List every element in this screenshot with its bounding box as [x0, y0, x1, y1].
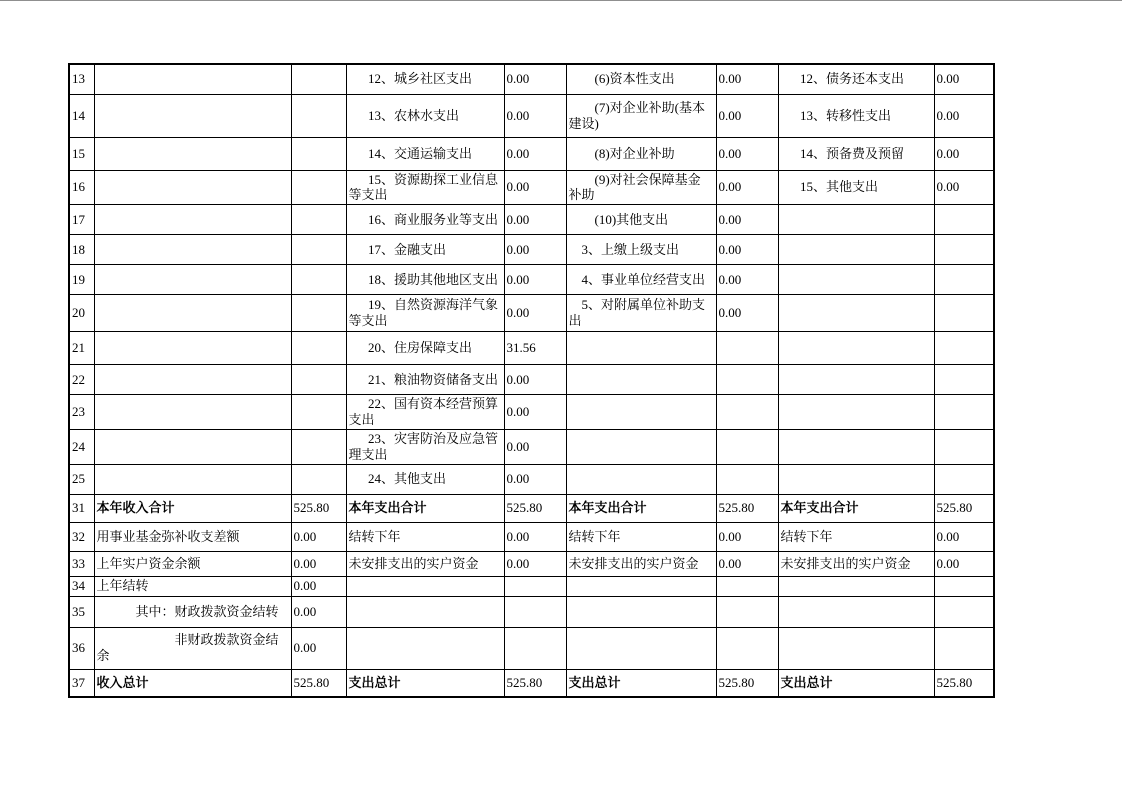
table-cell: [716, 464, 778, 494]
table-cell: 0.00: [504, 365, 566, 395]
table-row: [69, 464, 994, 494]
table-cell: [346, 627, 504, 669]
table-cell: 31: [69, 494, 94, 522]
table-cell: 13、农林水支出: [346, 94, 504, 137]
table-row: [69, 365, 994, 395]
table-cell: 525.80: [716, 494, 778, 522]
table-cell: 31.56: [504, 332, 566, 365]
table-cell: [778, 596, 934, 627]
table-cell: [934, 332, 994, 365]
table-cell: 24、其他支出: [346, 464, 504, 494]
table-cell: 0.00: [291, 551, 346, 576]
table-cell: 33: [69, 551, 94, 576]
table-cell: [778, 265, 934, 295]
table-cell: 本年支出合计: [778, 494, 934, 522]
table-cell: 收入总计: [94, 669, 291, 697]
table-row: [69, 627, 994, 669]
table-cell: (10)其他支出: [566, 205, 716, 235]
table-cell: 结转下年: [346, 522, 504, 551]
table-cell: 0.00: [716, 205, 778, 235]
table-cell: 525.80: [504, 494, 566, 522]
table-cell: 14、交通运输支出: [346, 137, 504, 170]
table-cell: 0.00: [504, 395, 566, 430]
table-cell: 0.00: [291, 522, 346, 551]
table-cell: [778, 395, 934, 430]
table-cell: [778, 464, 934, 494]
table-cell: 20: [69, 295, 94, 332]
table-cell: 21、粮油物资储备支出: [346, 365, 504, 395]
table-cell: 525.80: [291, 669, 346, 697]
table-cell: (7)对企业补助(基本建设): [566, 94, 716, 137]
table-cell: [716, 395, 778, 430]
table-cell: 0.00: [504, 64, 566, 94]
table-cell: [934, 464, 994, 494]
table-cell: [566, 596, 716, 627]
table-cell: [94, 332, 291, 365]
table-cell: [716, 365, 778, 395]
table-cell: 支出总计: [566, 669, 716, 697]
table-cell: [504, 576, 566, 596]
table-cell: 0.00: [504, 295, 566, 332]
table-cell: [291, 265, 346, 295]
table-cell: [94, 429, 291, 464]
table-cell: [778, 365, 934, 395]
table-cell: 23: [69, 395, 94, 430]
table-row: [69, 235, 994, 265]
table-cell: [291, 170, 346, 205]
table-row: [69, 64, 994, 94]
table-cell: [566, 365, 716, 395]
table-row: [69, 170, 994, 205]
table-cell: 其中：财政拨款资金结转: [94, 596, 291, 627]
table-cell: 0.00: [504, 464, 566, 494]
table-cell: [504, 596, 566, 627]
table-cell: [934, 265, 994, 295]
table-cell: 未安排支出的实户资金: [566, 551, 716, 576]
table-cell: 0.00: [716, 235, 778, 265]
table-cell: [778, 627, 934, 669]
table-cell: [934, 235, 994, 265]
table-cell: 5、对附属单位补助支出: [566, 295, 716, 332]
table-cell: 本年收入合计: [94, 494, 291, 522]
table-cell: [934, 395, 994, 430]
table-cell: 0.00: [934, 170, 994, 205]
table-cell: [566, 627, 716, 669]
table-cell: 24: [69, 429, 94, 464]
table-row: [69, 295, 994, 332]
table-cell: 上年实户资金余额: [94, 551, 291, 576]
table-cell: 16: [69, 170, 94, 205]
table-row: [69, 395, 994, 430]
total-row: [69, 494, 994, 522]
table-cell: [94, 265, 291, 295]
table-cell: 18: [69, 235, 94, 265]
table-cell: [291, 94, 346, 137]
table-cell: 19: [69, 265, 94, 295]
table-cell: [94, 365, 291, 395]
table-cell: 18、援助其他地区支出: [346, 265, 504, 295]
table-cell: 0.00: [934, 64, 994, 94]
table-cell: 结转下年: [778, 522, 934, 551]
table-cell: 3、上缴上级支出: [566, 235, 716, 265]
table-cell: 22: [69, 365, 94, 395]
table-row: [69, 265, 994, 295]
table-cell: [934, 205, 994, 235]
table-cell: 525.80: [934, 669, 994, 697]
total-row: [69, 669, 994, 697]
table-cell: [291, 395, 346, 430]
table-cell: 525.80: [716, 669, 778, 697]
table-cell: 0.00: [716, 265, 778, 295]
table-cell: 0.00: [504, 551, 566, 576]
table-cell: [346, 596, 504, 627]
table-cell: 34: [69, 576, 94, 596]
table-cell: [566, 576, 716, 596]
table-cell: [94, 137, 291, 170]
table-cell: 17: [69, 205, 94, 235]
table-cell: 525.80: [934, 494, 994, 522]
table-cell: [716, 332, 778, 365]
table-cell: (9)对社会保障基金补助: [566, 170, 716, 205]
table-cell: [94, 464, 291, 494]
table-cell: 0.00: [716, 137, 778, 170]
table-cell: 37: [69, 669, 94, 697]
table-cell: 0.00: [291, 596, 346, 627]
table-row: [69, 205, 994, 235]
table-cell: [291, 365, 346, 395]
table-cell: [291, 64, 346, 94]
table-cell: 23、灾害防治及应急管理支出: [346, 429, 504, 464]
table-cell: [566, 395, 716, 430]
table-cell: 0.00: [934, 522, 994, 551]
table-cell: [716, 596, 778, 627]
table-cell: [934, 596, 994, 627]
table-cell: 0.00: [716, 170, 778, 205]
table-row: [69, 576, 994, 596]
table-cell: [778, 576, 934, 596]
table-cell: [934, 576, 994, 596]
table-cell: 25: [69, 464, 94, 494]
table-cell: 21: [69, 332, 94, 365]
table-cell: 本年支出合计: [566, 494, 716, 522]
table-cell: [94, 235, 291, 265]
table-cell: [716, 429, 778, 464]
table-cell: [291, 137, 346, 170]
table-cell: (8)对企业补助: [566, 137, 716, 170]
table-cell: [778, 295, 934, 332]
table-cell: 15、资源勘探工业信息等支出: [346, 170, 504, 205]
table-cell: 14: [69, 94, 94, 137]
table-cell: [291, 205, 346, 235]
table-cell: [778, 429, 934, 464]
table-cell: 用事业基金弥补收支差额: [94, 522, 291, 551]
table-cell: 12、城乡社区支出: [346, 64, 504, 94]
table-cell: [934, 295, 994, 332]
table-cell: [716, 576, 778, 596]
table-cell: 未安排支出的实户资金: [778, 551, 934, 576]
table-cell: 0.00: [504, 170, 566, 205]
table-cell: 上年结转: [94, 576, 291, 596]
table-cell: 525.80: [291, 494, 346, 522]
table-cell: [716, 627, 778, 669]
table-cell: [94, 205, 291, 235]
table-cell: 14、预备费及预留: [778, 137, 934, 170]
table-cell: 0.00: [716, 522, 778, 551]
table-cell: (6)资本性支出: [566, 64, 716, 94]
table-cell: 20、住房保障支出: [346, 332, 504, 365]
table-cell: 0.00: [716, 295, 778, 332]
table-cell: [566, 464, 716, 494]
table-row: [69, 332, 994, 365]
table-cell: [566, 332, 716, 365]
table-cell: 13、转移性支出: [778, 94, 934, 137]
table-cell: 结转下年: [566, 522, 716, 551]
table-cell: [94, 295, 291, 332]
table-cell: [94, 64, 291, 94]
table-row: [69, 596, 994, 627]
window-top-edge: [0, 0, 1122, 1]
table-cell: 0.00: [504, 205, 566, 235]
table-row: [69, 94, 994, 137]
table-cell: 13: [69, 64, 94, 94]
table-cell: 0.00: [716, 551, 778, 576]
table-cell: 0.00: [504, 429, 566, 464]
table-cell: [346, 576, 504, 596]
table-cell: 4、事业单位经营支出: [566, 265, 716, 295]
table-cell: [934, 365, 994, 395]
table-cell: 15、其他支出: [778, 170, 934, 205]
table-cell: 35: [69, 596, 94, 627]
table-cell: 0.00: [716, 94, 778, 137]
table-cell: 未安排支出的实户资金: [346, 551, 504, 576]
table-cell: [94, 170, 291, 205]
table-cell: 16、商业服务业等支出: [346, 205, 504, 235]
table-cell: [94, 395, 291, 430]
table-cell: [291, 429, 346, 464]
table-cell: [778, 332, 934, 365]
table-cell: 0.00: [934, 94, 994, 137]
table-cell: 0.00: [504, 522, 566, 551]
table-row: [69, 429, 994, 464]
budget-table-body: [69, 64, 994, 697]
table-cell: 0.00: [934, 551, 994, 576]
table-cell: [778, 235, 934, 265]
table-cell: [934, 627, 994, 669]
table-cell: [291, 332, 346, 365]
table-cell: 15: [69, 137, 94, 170]
table-row: [69, 551, 994, 576]
table-cell: 525.80: [504, 669, 566, 697]
table-cell: 0.00: [504, 235, 566, 265]
table-cell: 0.00: [291, 627, 346, 669]
table-cell: [566, 429, 716, 464]
table-row: [69, 137, 994, 170]
budget-income-expenditure-table: [68, 63, 995, 698]
table-cell: 0.00: [291, 576, 346, 596]
table-cell: 0.00: [504, 137, 566, 170]
table-cell: 支出总计: [346, 669, 504, 697]
table-cell: 17、金融支出: [346, 235, 504, 265]
table-cell: 本年支出合计: [346, 494, 504, 522]
table-cell: 支出总计: [778, 669, 934, 697]
table-cell: [504, 627, 566, 669]
table-cell: 0.00: [934, 137, 994, 170]
table-cell: [291, 464, 346, 494]
table-cell: 0.00: [504, 94, 566, 137]
table-cell: 0.00: [504, 265, 566, 295]
table-cell: 0.00: [716, 64, 778, 94]
table-cell: 36: [69, 627, 94, 669]
table-cell: [291, 295, 346, 332]
table-cell: 32: [69, 522, 94, 551]
table-cell: 22、国有资本经营预算支出: [346, 395, 504, 430]
table-cell: [94, 94, 291, 137]
table-cell: 12、债务还本支出: [778, 64, 934, 94]
table-cell: 19、自然资源海洋气象等支出: [346, 295, 504, 332]
table-cell: [934, 429, 994, 464]
table-row: [69, 522, 994, 551]
table-cell: [778, 205, 934, 235]
table-cell: 非财政拨款资金结余: [94, 627, 291, 669]
table-cell: [291, 235, 346, 265]
